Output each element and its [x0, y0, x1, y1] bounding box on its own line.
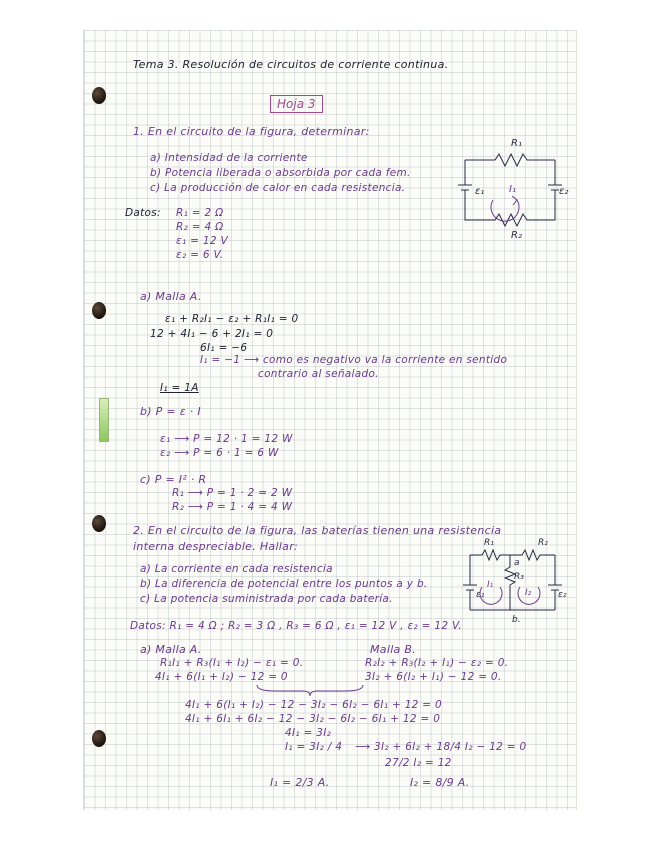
p1-b-line-2: ε₂ ⟶ P = 6 · 1 = 6 W [160, 447, 279, 459]
fig2-label-r2: R₂ [538, 538, 548, 548]
fig2-label-e2: ε₂ [558, 590, 567, 600]
p2-a-combined-3: 4I₁ = 3I₂ [285, 727, 332, 739]
binder-hole [92, 87, 106, 104]
fig1-label-e2: ε₂ [559, 186, 569, 197]
fig2-label-r1: R₁ [484, 538, 494, 548]
p2-a-combined-5: ⟶ 3I₂ + 6I₂ + 18/4 I₂ − 12 = 0 [355, 741, 527, 753]
problem2-statement-2: interna despreciable. Hallar: [133, 540, 299, 553]
page-title: Tema 3. Resolución de circuitos de corriente continua. [133, 58, 449, 71]
circuit-figure-2 [460, 535, 570, 625]
p2-result-i1: I₁ = 2/3 A. [270, 776, 330, 789]
p1-part-a-label: a) Malla A. [140, 290, 202, 303]
p2-part-a-label-b: Malla B. [370, 643, 417, 656]
p2-a-combined-1: 4I₁ + 6(I₁ + I₂) − 12 − 3I₂ − 6I₂ − 6I₁ + 12 = 0 [185, 699, 443, 711]
fig2-label-e1: ε₁ [476, 590, 485, 600]
fig2-label-b: b. [512, 615, 521, 625]
p2-a-combined-2: 4I₁ + 6I₁ + 6I₂ − 12 − 3I₂ − 6I₂ − 6I₁ + 12 = 0 [185, 713, 441, 725]
problem2-statement: 2. En el circuito de la figura, las baterías tienen una resistencia [133, 524, 502, 537]
p1-c-line-1: R₁ ⟶ P = 1 · 2 = 2 W [172, 487, 293, 499]
problem1-data-r2: R₂ = 4 Ω [176, 221, 224, 233]
p2-result-i2: I₂ = 8/9 A. [410, 776, 470, 789]
binder-hole [92, 730, 106, 747]
p2-a-right-1: R₂I₂ + R₃(I₂ + I₁) − ε₂ = 0. [365, 657, 509, 669]
fig1-label-e1: ε₁ [475, 186, 485, 197]
p1-a-line-5: contrario al señalado. [258, 368, 379, 380]
page-tab-marker [99, 398, 109, 442]
p2-a-combined-6: 27/2 I₂ = 12 [385, 757, 452, 769]
p2-part-a-label: a) Malla A. [140, 643, 202, 656]
fig1-label-r2: R₂ [511, 230, 522, 241]
p1-a-result: I₁ = 1A [160, 382, 199, 394]
p1-part-c-label: c) P = I² · R [140, 473, 207, 486]
p1-a-line-4: I₁ = −1 ⟶ como es negativo va la corriente en sentido [200, 354, 508, 366]
problem1-data-r1: R₁ = 2 Ω [176, 207, 224, 219]
p1-a-line-2: 12 + 4I₁ − 6 + 2I₁ = 0 [150, 328, 274, 340]
binder-hole [92, 515, 106, 532]
p1-a-line-3: 6I₁ = −6 [200, 342, 248, 354]
p2-a-right-2: 3I₂ + 6(I₂ + I₁) − 12 = 0. [365, 671, 502, 683]
p1-part-b-label: b) P = ε · I [140, 405, 201, 418]
p1-c-line-2: R₂ ⟶ P = 1 · 4 = 4 W [172, 501, 293, 513]
brace [255, 683, 365, 697]
sheet-label: Hoja 3 [270, 95, 323, 113]
p1-b-line-1: ε₁ ⟶ P = 12 · 1 = 12 W [160, 433, 293, 445]
problem1-item-a: a) Intensidad de la corriente [150, 152, 308, 164]
problem2-item-a: a) La corriente en cada resistencia [140, 563, 333, 575]
problem1-data-e1: ε₁ = 12 V [176, 235, 228, 247]
binder-hole [92, 302, 106, 319]
p1-a-line-1: ε₁ + R₂I₁ − ε₂ + R₁I₁ = 0 [165, 313, 299, 325]
fig1-label-r1: R₁ [511, 138, 522, 149]
problem2-data: Datos: R₁ = 4 Ω ; R₂ = 3 Ω , R₃ = 6 Ω , ε₁ = 12 V , ε₂ = 12 V. [130, 620, 462, 632]
fig2-label-i2: I₂ [525, 588, 532, 598]
p2-a-left-2: 4I₁ + 6(I₁ + I₂) − 12 = 0 [155, 671, 288, 683]
p2-a-left-1: R₁I₁ + R₃(I₁ + I₂) − ε₁ = 0. [160, 657, 304, 669]
problem2-item-c: c) La potencia suministrada por cada batería. [140, 593, 393, 605]
problem1-item-b: b) Potencia liberada o absorbida por cada fem. [150, 167, 411, 179]
fig2-label-a: a [514, 558, 520, 568]
fig1-label-current: I₁ [509, 184, 516, 195]
problem2-item-b: b) La diferencia de potencial entre los puntos a y b. [140, 578, 428, 590]
problem1-data-e2: ε₂ = 6 V. [176, 249, 224, 261]
p2-a-combined-4: I₁ = 3I₂ / 4 [285, 741, 343, 753]
problem1-item-c: c) La producción de calor en cada resistencia. [150, 182, 406, 194]
circuit-figure-1 [455, 130, 575, 240]
problem1-data-label: Datos: [125, 207, 161, 219]
problem1-statement: 1. En el circuito de la figura, determinar: [133, 125, 370, 138]
fig2-label-r3: R₃ [514, 572, 524, 582]
fig2-label-i1: I₁ [487, 580, 494, 590]
